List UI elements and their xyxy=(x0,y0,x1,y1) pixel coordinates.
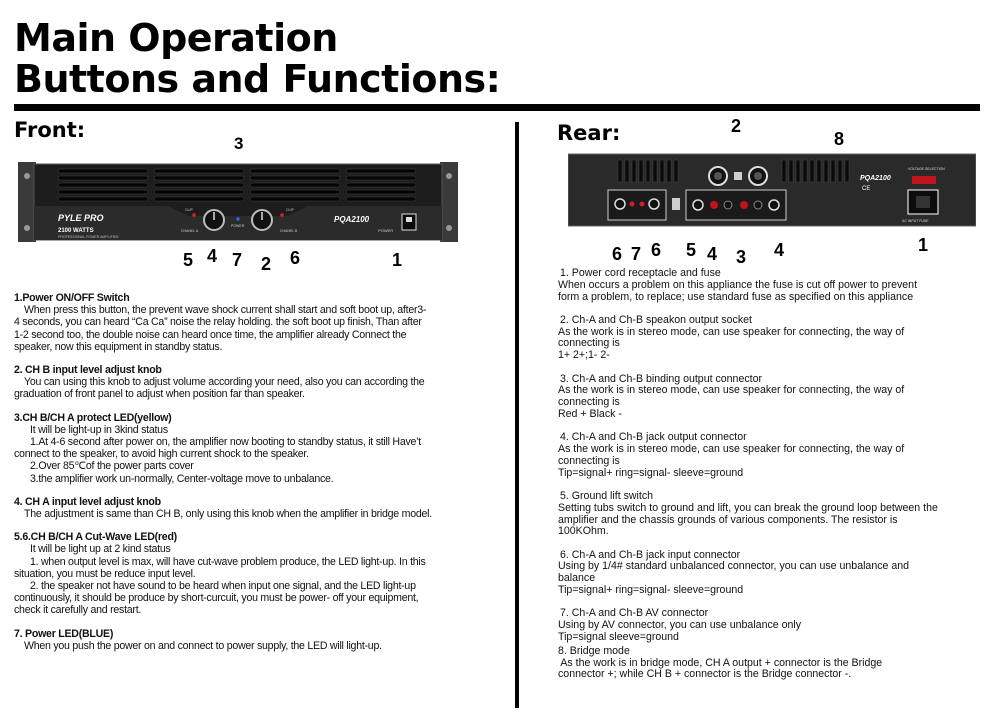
front-subtitle-label: PROFESSIONAL POWER AMPLIFIER xyxy=(58,235,119,239)
ground-lift-switch[interactable] xyxy=(672,198,680,210)
av-input-b[interactable] xyxy=(640,202,645,207)
rear-item-line: As the work is in bridge mode, CH A output + connector is the Bridge xyxy=(558,656,883,669)
front-item-line: It will be light-up in 3kind status xyxy=(30,423,168,436)
rear-item-line: When occurs a problem on this appliance the fuse is cut off power to prevent xyxy=(558,278,918,291)
front-callout-7: 7 xyxy=(232,250,243,270)
front-item-line: It will be light up at 2 kind status xyxy=(30,543,171,556)
front-callout-3: 3 xyxy=(234,134,244,153)
front-item-title: 7. Power LED(BLUE) xyxy=(14,627,114,640)
rear-item-ground-lift xyxy=(558,491,978,538)
ch-a-clip-led xyxy=(192,213,196,217)
front-item-line: 1. when output level is max, will have cut-wave problem produce, the LED light-up. In this xyxy=(30,555,426,568)
rear-vent-left xyxy=(618,160,678,182)
rear-item-bridge-mode xyxy=(558,646,978,681)
title-rule xyxy=(14,104,980,111)
ch-b-clip-led xyxy=(280,213,284,217)
rear-item-title: 1. Power cord receptacle and fuse xyxy=(560,267,721,279)
rear-callout-3: 3 xyxy=(736,247,747,267)
rear-descriptions xyxy=(558,268,978,693)
rear-item-title: 2. Ch-A and Ch-B speakon output socket xyxy=(560,313,752,326)
front-heading: Front: xyxy=(14,118,86,142)
rear-callout-8: 8 xyxy=(834,129,845,149)
binding-post-b-black[interactable] xyxy=(754,201,762,209)
front-item-line: 2. the speaker not have sound to be heard when input one signal, and the LED light-up xyxy=(30,580,416,593)
rear-item-line: Setting tubs switch to ground and lift, you can break the ground loop between the xyxy=(558,501,938,514)
rear-item-line: Red + Black - xyxy=(558,407,622,420)
rear-item-jack-input xyxy=(558,550,978,597)
rear-item-line: connector +; while CH B + connector is the Bridge connector -. xyxy=(558,668,852,681)
rear-callout-6a: 6 xyxy=(612,244,623,264)
rear-item-title: 5. Ground lift switch xyxy=(560,489,654,502)
front-callout-4: 4 xyxy=(207,246,218,266)
ac-input-label: AC INPUT FUSE xyxy=(902,219,929,223)
rear-callout-1: 1 xyxy=(918,235,929,255)
rear-callout-7: 7 xyxy=(631,244,642,264)
front-item-line: 3.the amplifier work un-normally, Center-voltage move to unbalance. xyxy=(30,472,334,485)
front-item-title: 1.Power ON/OFF Switch xyxy=(14,292,130,304)
title-line-2: Buttons and Functions: xyxy=(14,57,501,101)
jack-input-b[interactable] xyxy=(649,199,659,209)
rear-callout-4b: 4 xyxy=(774,240,785,260)
rear-item-line: Tip=signal+ ring=signal- sleeve=ground xyxy=(558,584,744,597)
bridge-mode-switch[interactable] xyxy=(734,172,742,180)
binding-post-a-black[interactable] xyxy=(724,201,732,209)
rear-item-line: amplifier and the chassis grounds of various components. The resistor is xyxy=(558,513,898,526)
front-item-line: 1.At 4-6 second after power on, the amplifier now booting to standby status, it still Have’t xyxy=(30,436,421,449)
front-item-line: When you push the power on and connect to power supply, the LED will light-up. xyxy=(24,639,382,652)
rear-model-label: PQA2100 xyxy=(860,175,891,182)
front-callout-2: 2 xyxy=(261,254,272,274)
rear-item-title: 4. Ch-A and Ch-B jack output connector xyxy=(560,431,747,444)
av-input-a[interactable] xyxy=(630,202,635,207)
front-callout-5: 5 xyxy=(183,250,194,270)
binding-post-b-red[interactable] xyxy=(740,201,748,209)
front-item-power-switch xyxy=(14,292,506,353)
clip-b-label: CLIP xyxy=(286,208,294,212)
rear-item-line: Using by 1/4# standard unbalanced connector, you can use unbalance and xyxy=(558,560,910,573)
clip-a-label: CLIP xyxy=(185,208,193,212)
front-item-line: graduation of front panel to adjust when position far than speaker. xyxy=(14,388,305,401)
jack-output-a[interactable] xyxy=(693,200,703,210)
chan-a-label: CHANEL A xyxy=(181,229,199,233)
rear-ce-label: CE xyxy=(862,186,871,192)
voltage-selector[interactable] xyxy=(912,176,936,184)
rear-callout-2: 2 xyxy=(731,116,742,136)
rear-item-line: connecting is xyxy=(558,454,620,467)
rear-item-title: 8. Bridge mode xyxy=(558,644,630,657)
front-item-line: situation, you must be reduce input level. xyxy=(14,567,196,580)
front-item-title: 4. CH A input level adjust knob xyxy=(14,495,161,508)
front-item-cut-wave-led xyxy=(14,531,506,616)
front-item-protect-led xyxy=(14,412,506,485)
rear-item-line: Tip=signal sleeve=ground xyxy=(558,630,679,643)
voltage-selection-label: VOLTAGE SELECTION xyxy=(908,167,945,171)
binding-post-a-red[interactable] xyxy=(710,201,718,209)
rear-item-line: As the work is in stereo mode, can use speaker for connecting, the way of xyxy=(558,384,905,397)
front-brand-label: PYLE PRO xyxy=(58,213,104,223)
front-item-line: speaker, now this equipment in standby status. xyxy=(14,340,223,353)
front-panel-drawing xyxy=(18,160,458,244)
front-callout-6: 6 xyxy=(290,248,301,268)
rear-item-title: 3. Ch-A and Ch-B binding output connector xyxy=(560,372,762,385)
front-item-title: 2. CH B input level adjust knob xyxy=(14,364,162,377)
rear-item-power-cord xyxy=(558,268,978,303)
front-item-title: 3.CH B/CH A protect LED(yellow) xyxy=(14,411,172,424)
page-title xyxy=(14,18,500,100)
front-item-line: 1-2 second too, the double noise can heard once time, the amplifier already Connect the xyxy=(14,328,407,341)
rear-item-binding-post xyxy=(558,374,978,421)
rear-item-line: connecting is xyxy=(558,396,620,409)
rear-callout-5: 5 xyxy=(686,240,697,260)
rear-item-title: 7. Ch-A and Ch-B AV connector xyxy=(560,607,709,620)
front-model-label: PQA2100 xyxy=(334,215,370,224)
rear-item-line: As the work is in stereo mode, can use speaker for connecting, the way of xyxy=(558,325,905,338)
front-item-power-led xyxy=(14,628,506,652)
front-descriptions xyxy=(14,292,506,663)
rear-item-line: 1+ 2+;1- 2- xyxy=(558,349,610,362)
rear-panel-drawing xyxy=(568,152,976,232)
front-item-title: 5.6.CH B/CH A Cut-Wave LED(red) xyxy=(14,531,177,544)
front-item-line: connect to the speaker, to avoid high current shock to the speaker. xyxy=(14,448,309,461)
front-item-ch-b-knob xyxy=(14,364,506,401)
power-switch-label: POWER xyxy=(378,228,394,233)
rear-item-speakon xyxy=(558,315,978,362)
front-callout-1: 1 xyxy=(392,250,403,270)
jack-input-a[interactable] xyxy=(615,199,625,209)
front-item-line: You can using this knob to adjust volume according your need, also you can according the xyxy=(24,376,425,389)
front-watts-label: 2100 WATTS xyxy=(58,228,94,234)
rear-item-line: connecting is xyxy=(558,337,620,350)
rear-item-title: 6. Ch-A and Ch-B jack input connector xyxy=(560,548,741,561)
rear-item-line: Tip=signal+ ring=signal- sleeve=ground xyxy=(558,466,744,479)
front-item-line: When press this button, the prevent wave shock current shall start and soft boot up, after3- xyxy=(24,304,427,317)
column-divider xyxy=(515,122,519,708)
rear-item-line: Using by AV connector, you can use unbalance only xyxy=(558,619,802,632)
rear-callout-6b: 6 xyxy=(651,240,662,260)
front-item-ch-a-knob xyxy=(14,496,506,520)
front-item-line: 4 seconds, you can heard “Ca Ca” noise the relay holding. the soft boot up finish, Than after xyxy=(14,316,422,329)
rear-item-line: form a problem, to replace; use standard fuse as specified on this appliance xyxy=(558,290,914,303)
rear-item-av-connector xyxy=(558,608,978,643)
rear-heading: Rear: xyxy=(557,121,621,145)
rear-item-jack-output xyxy=(558,432,978,479)
front-item-line: continuously, it should be produce by short-curcuit, you must be power- off your equipment, xyxy=(14,592,419,605)
jack-output-b[interactable] xyxy=(769,200,779,210)
front-item-line: 2.Over 85℃of the power parts cover xyxy=(30,460,194,473)
rear-item-line: balance xyxy=(558,572,596,585)
front-item-line: check it carefully and restart. xyxy=(14,604,142,617)
power-led-label: POWER xyxy=(231,224,245,228)
power-led xyxy=(236,217,240,221)
title-line-1: Main Operation xyxy=(14,16,338,60)
front-item-line: The adjustment is same than CH B, only using this knob when the amplifier in bridge model. xyxy=(24,508,432,521)
rear-item-line: As the work is in stereo mode, can use speaker for connecting, the way of xyxy=(558,443,905,456)
chan-b-label: CHANEL B xyxy=(280,229,298,233)
rear-callout-4a: 4 xyxy=(707,244,718,264)
rear-item-line: 100KOhm. xyxy=(558,525,609,538)
